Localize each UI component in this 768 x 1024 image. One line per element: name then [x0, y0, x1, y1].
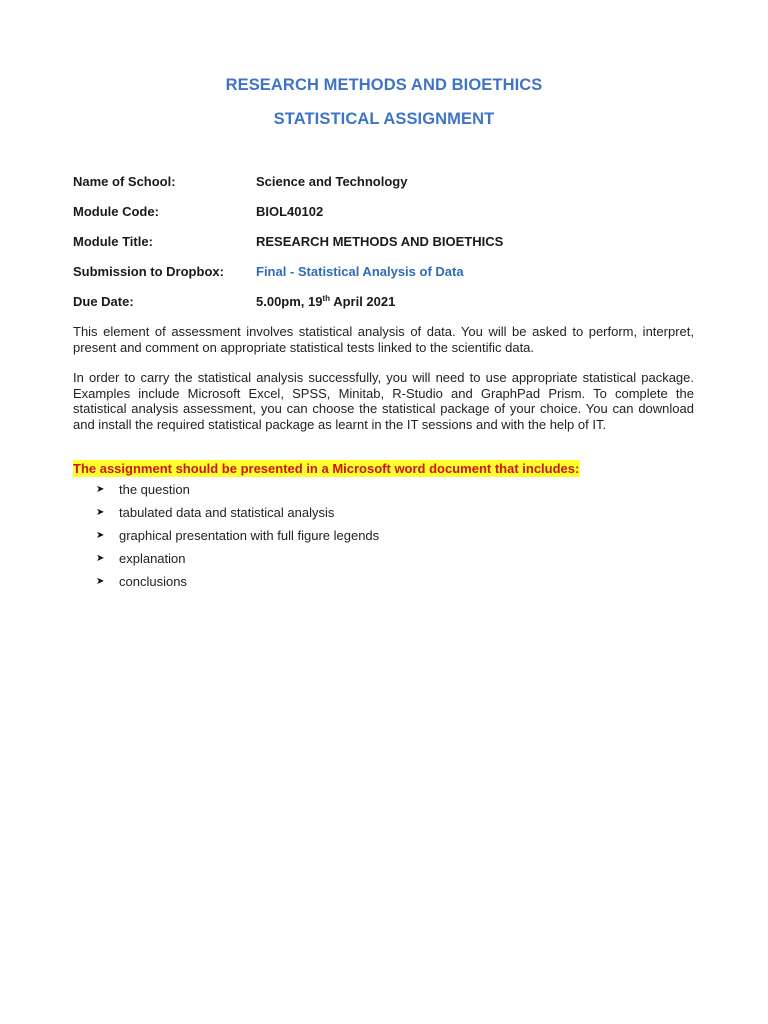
requirements-heading: The assignment should be presented in a Microsoft word document that includes: — [73, 461, 580, 476]
detail-label: Module Title: — [73, 234, 153, 249]
detail-label: Submission to Dropbox: — [73, 264, 224, 279]
software-paragraph: In order to carry the statistical analysis successfully, you will need to use appropriate statistical package. Examples include Microsoft Excel, SPSS, Minitab, R-Studio and GraphPad Prism. To complete the statistical analysis assessment, you can choose the statistical package of your choice. You can download and install the required statistical package as learnt in the IT sessions and with the help of IT. — [73, 370, 694, 432]
arrow-bullet-icon: ➤ — [96, 507, 105, 518]
arrow-bullet-icon: ➤ — [96, 553, 105, 564]
list-item-text: conclusions — [119, 574, 187, 589]
detail-value: Science and Technology — [256, 174, 408, 189]
list-item-text: explanation — [119, 551, 186, 566]
due-date-value — [256, 294, 395, 309]
detail-value: RESEARCH METHODS AND BIOETHICS — [256, 234, 504, 249]
due-date-ordinal: th — [322, 294, 331, 303]
detail-label: Due Date: — [73, 294, 134, 309]
list-item-text: graphical presentation with full figure legends — [119, 528, 380, 543]
arrow-bullet-icon: ➤ — [96, 484, 105, 495]
detail-value: BIOL40102 — [256, 204, 324, 219]
due-date-prefix: 5.00pm, 19 — [256, 294, 323, 309]
document-title: RESEARCH METHODS AND BIOETHICS — [225, 76, 543, 94]
intro-paragraph: This element of assessment involves statistical analysis of data. You will be asked to perform, interpret, present and comment on appropriate statistical tests linked to the scientific data. — [73, 324, 694, 355]
detail-label: Name of School: — [73, 174, 176, 189]
dropbox-link[interactable]: Final - Statistical Analysis of Data — [256, 264, 464, 279]
arrow-bullet-icon: ➤ — [96, 576, 105, 587]
list-item-text: the question — [119, 482, 190, 497]
document-subtitle: STATISTICAL ASSIGNMENT — [273, 110, 495, 128]
due-date-suffix: April 2021 — [330, 294, 396, 309]
list-item-text: tabulated data and statistical analysis — [119, 505, 335, 520]
arrow-bullet-icon: ➤ — [96, 530, 105, 541]
detail-label: Module Code: — [73, 204, 159, 219]
